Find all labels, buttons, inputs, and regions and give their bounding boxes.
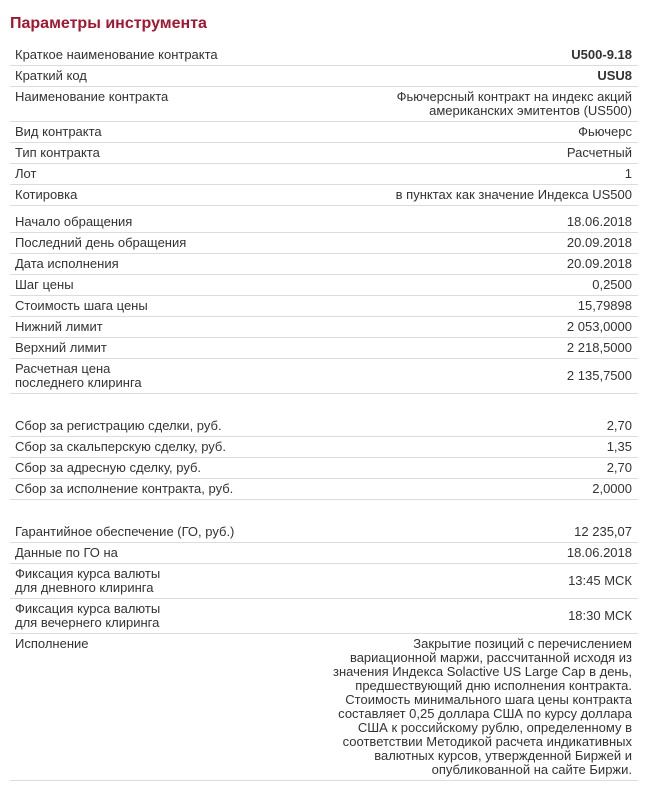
parameter-value: 15,79898 [577, 298, 632, 313]
parameter-label: Начало обращения [15, 214, 133, 229]
parameter-label: Лот [15, 166, 37, 181]
parameter-value: Расчетный [566, 145, 632, 160]
parameter-label: Краткое наименование контракта [15, 47, 218, 62]
parameter-label: Расчетная цена последнего клиринга [15, 361, 142, 390]
parameter-value: 2 218,5000 [566, 340, 632, 355]
parameter-value: 1 [624, 166, 632, 181]
parameter-value: Фьючерсный контракт на индекс акций американских эмитентов (US500) [396, 89, 632, 118]
parameter-label: Сбор за регистрацию сделки, руб. [15, 418, 222, 433]
parameter-row [10, 564, 638, 599]
parameter-row [10, 233, 638, 254]
parameter-label: Последний день обращения [15, 235, 187, 250]
parameter-value: 0,2500 [592, 277, 632, 292]
parameter-value: 20.09.2018 [566, 256, 632, 271]
parameter-row [10, 87, 638, 122]
parameter-row [10, 634, 638, 781]
parameter-label: Верхний лимит [15, 340, 107, 355]
parameter-label: Сбор за скальперскую сделку, руб. [15, 439, 226, 454]
parameter-label: Исполнение [15, 636, 89, 651]
parameter-row [10, 437, 638, 458]
parameter-row [10, 185, 638, 206]
parameter-row [10, 122, 638, 143]
parameter-row [10, 275, 638, 296]
parameter-label: Фиксация курса валюты для вечернего клиринга [15, 601, 161, 630]
parameter-value: 2,70 [606, 418, 632, 433]
parameter-row [10, 164, 638, 185]
parameter-row [10, 479, 638, 500]
parameter-row [10, 143, 638, 164]
parameter-value: 18:30 МСК [568, 608, 632, 623]
instrument-parameters-table [10, 45, 638, 781]
parameter-row [10, 458, 638, 479]
parameter-row [10, 45, 638, 66]
parameter-label: Сбор за адресную сделку, руб. [15, 460, 202, 475]
parameter-value: в пунктах как значение Индекса US500 [395, 187, 632, 202]
parameter-value: 18.06.2018 [566, 214, 632, 229]
parameter-row [10, 359, 638, 394]
parameter-label: Нижний лимит [15, 319, 103, 334]
parameter-value: 12 235,07 [574, 524, 632, 539]
parameter-label: Вид контракта [15, 124, 102, 139]
parameter-label: Краткий код [15, 68, 87, 83]
parameter-row [10, 317, 638, 338]
parameter-value: 13:45 МСК [568, 573, 632, 588]
parameter-value: 2 053,0000 [566, 319, 632, 334]
parameter-value: U500-9.18 [571, 47, 632, 62]
parameter-label: Дата исполнения [15, 256, 119, 271]
parameter-value: 20.09.2018 [566, 235, 632, 250]
parameter-row [10, 599, 638, 634]
parameter-value: Закрытие позиций с перечислением вариационной маржи, рассчитанной исходя из значения Индекса Solactive US Large Cap в день, предшествующий дню исполнения контракта. Стоимость минимального шага цены контракта составляет 0,25 доллара США по курсу доллара США к российскому рублю, определенному в соответствии Методикой расчета индикативных валютных курсов, утвержденной Биржей и опубликованной на сайте Биржи. [333, 636, 632, 777]
parameter-row [10, 522, 638, 543]
parameter-value: USU8 [597, 68, 632, 83]
parameter-label: Фиксация курса валюты для дневного клиринга [15, 566, 161, 595]
parameter-value: 18.06.2018 [566, 545, 632, 560]
parameter-value: Фьючерс [578, 124, 632, 139]
parameter-value: 2,70 [606, 460, 632, 475]
parameter-row [10, 416, 638, 437]
parameter-label: Котировка [15, 187, 78, 202]
parameter-value: 2 135,7500 [566, 368, 632, 383]
parameter-row [10, 338, 638, 359]
parameter-row [10, 543, 638, 564]
parameter-value: 2,0000 [592, 481, 632, 496]
parameter-label: Гарантийное обеспечение (ГО, руб.) [15, 524, 235, 539]
parameter-value: 1,35 [606, 439, 632, 454]
parameter-row [10, 212, 638, 233]
parameter-label: Наименование контракта [15, 89, 169, 104]
parameter-label: Тип контракта [15, 145, 100, 160]
parameter-label: Шаг цены [15, 277, 74, 292]
parameter-row [10, 296, 638, 317]
parameter-row [10, 254, 638, 275]
parameter-label: Сбор за исполнение контракта, руб. [15, 481, 234, 496]
page-title: Параметры инструмента [10, 15, 207, 32]
parameter-label: Данные по ГО на [15, 545, 118, 560]
parameter-label: Стоимость шага цены [15, 298, 148, 313]
parameter-row [10, 66, 638, 87]
